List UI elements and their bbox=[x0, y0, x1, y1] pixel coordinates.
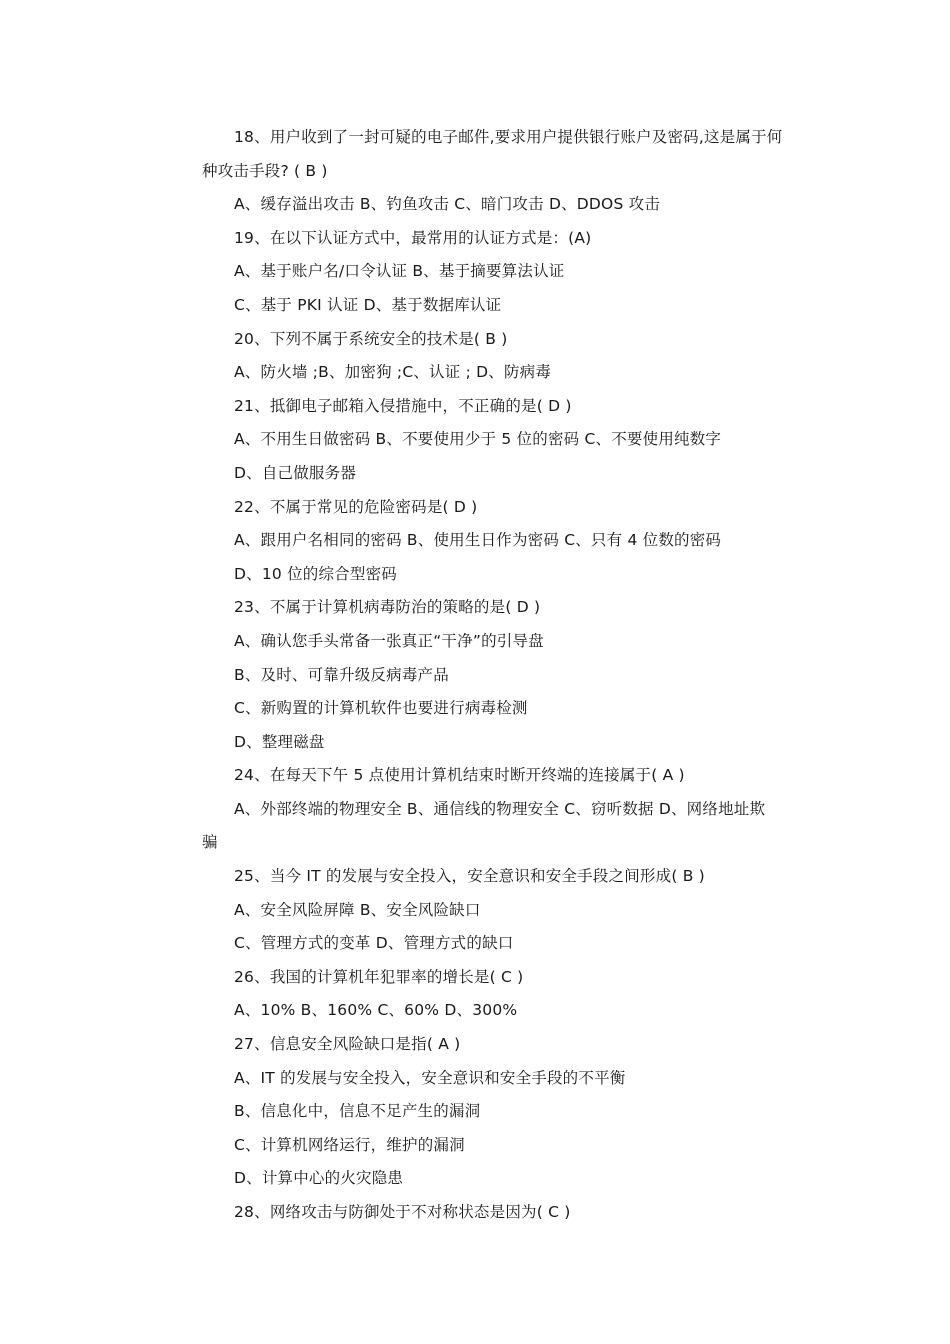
text-line: 20、下列不属于系统安全的技术是( B ) bbox=[234, 329, 508, 348]
text-line: B、信息化中，信息不足产生的漏洞 bbox=[234, 1102, 481, 1121]
text-line: A、确认您手头常备一张真正“干净”的引导盘 bbox=[234, 631, 544, 650]
text-line: C、基于 PKI 认证 D、基于数据库认证 bbox=[234, 295, 502, 314]
text-line: 骗 bbox=[202, 833, 218, 852]
text-line: C、新购置的计算机软件也要进行病毒检测 bbox=[234, 699, 528, 718]
text-line: A、跟用户名相同的密码 B、使用生日作为密码 C、只有 4 位数的密码 bbox=[234, 531, 722, 550]
text-line: D、10 位的综合型密码 bbox=[234, 564, 397, 583]
text-line: D、自己做服务器 bbox=[234, 463, 357, 482]
text-line: 19、在以下认证方式中，最常用的认证方式是：(A) bbox=[234, 228, 592, 247]
text-line: A、IT 的发展与安全投入，安全意识和安全手段的不平衡 bbox=[234, 1068, 626, 1087]
document-body bbox=[202, 121, 814, 1230]
text-line: 26、我国的计算机年犯罪率的增长是( C ) bbox=[234, 967, 524, 986]
text-line: 18、用户收到了一封可疑的电子邮件,要求用户提供银行账户及密码,这是属于何 bbox=[234, 128, 783, 146]
text-line: D、整理磁盘 bbox=[234, 732, 325, 751]
text-line: A、不用生日做密码 B、不要使用少于 5 位的密码 C、不要使用纯数字 bbox=[234, 430, 722, 449]
text-line: A、安全风险屏障 B、安全风险缺口 bbox=[234, 900, 481, 919]
text-line: A、缓存溢出攻击 B、钓鱼攻击 C、暗门攻击 D、DDOS 攻击 bbox=[234, 195, 661, 214]
text-line: C、计算机网络运行，维护的漏洞 bbox=[234, 1135, 465, 1154]
text-line: A、基于账户名/口令认证 B、基于摘要算法认证 bbox=[234, 262, 565, 281]
text-line: 22、不属于常见的危险密码是( D ) bbox=[234, 497, 478, 516]
text-line: A、防火墙 ;B、加密狗 ;C、认证 ; D、防病毒 bbox=[234, 363, 552, 382]
text-line: C、管理方式的变革 D、管理方式的缺口 bbox=[234, 934, 514, 953]
text-line: B、及时、可靠升级反病毒产品 bbox=[234, 665, 449, 684]
text-line: A、10% B、160% C、60% D、300% bbox=[234, 1001, 518, 1020]
text-line: 25、当今 IT 的发展与安全投入，安全意识和安全手段之间形成( B ) bbox=[234, 867, 705, 886]
text-line: A、外部终端的物理安全 B、通信线的物理安全 C、窃听数据 D、网络地址欺 bbox=[234, 799, 766, 818]
text-line: 27、信息安全风险缺口是指( A ) bbox=[234, 1035, 461, 1054]
text-line: 28、网络攻击与防御处于不对称状态是因为( C ) bbox=[234, 1203, 571, 1221]
text-line: 21、抵御电子邮箱入侵措施中，不正确的是( D ) bbox=[234, 396, 572, 415]
text-line: 24、在每天下午 5 点使用计算机结束时断开终端的连接属于( A ) bbox=[234, 766, 685, 785]
text-line: 23、不属于计算机病毒防治的策略的是( D ) bbox=[234, 598, 541, 617]
text-line: 种攻击手段? ( B ) bbox=[202, 161, 328, 180]
text-line: D、计算中心的火灾隐患 bbox=[234, 1169, 404, 1188]
